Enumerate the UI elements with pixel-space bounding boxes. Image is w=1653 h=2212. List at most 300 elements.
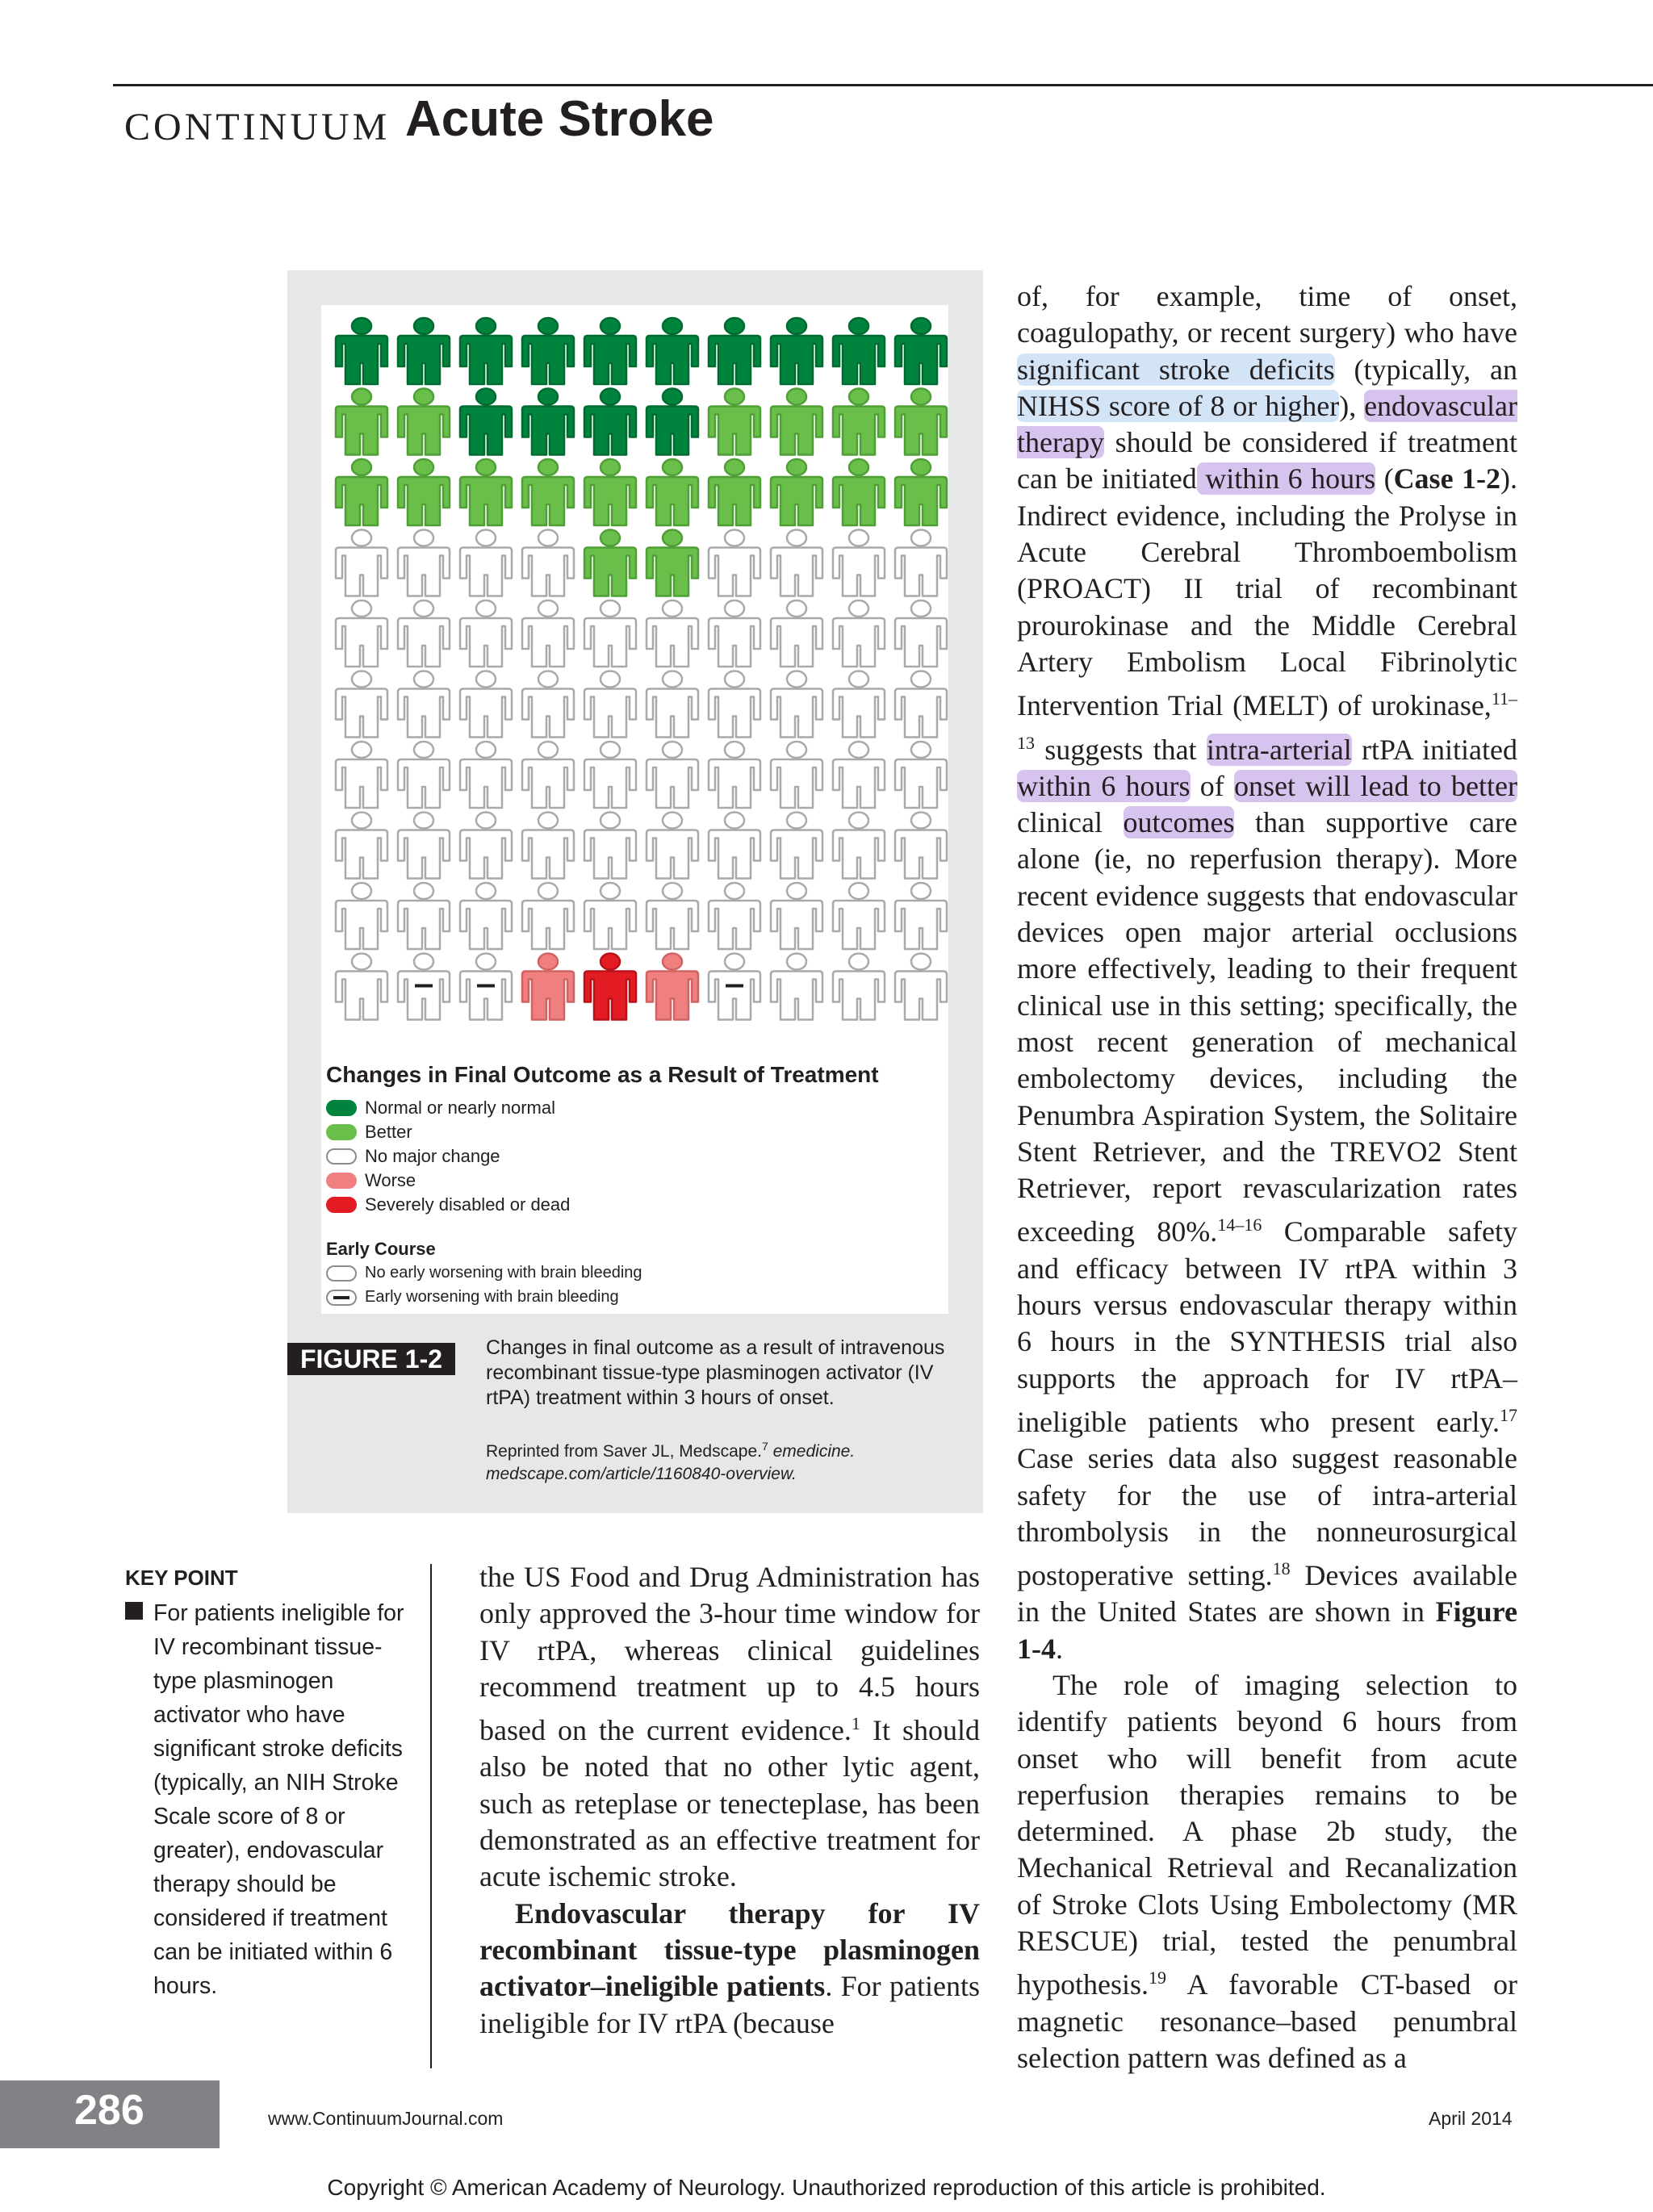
person-icon-none — [709, 883, 760, 949]
person-icon-none — [398, 671, 450, 738]
person-icon-none — [522, 742, 574, 808]
person-icon-normal — [522, 389, 574, 455]
icon-head — [352, 742, 371, 758]
icon-head — [787, 813, 806, 829]
icon-head — [787, 389, 806, 405]
person-icon-none — [647, 883, 698, 949]
icon-head — [849, 742, 868, 758]
person-icon-better — [398, 459, 450, 525]
icon-body — [647, 972, 698, 1020]
person-icon-normal — [398, 318, 450, 384]
icon-body — [833, 618, 885, 667]
icon-body — [647, 618, 698, 667]
icon-head — [538, 389, 558, 405]
person-icon-none — [709, 600, 760, 667]
figure-credit: Reprinted from Saver JL, Medscape.$^7$ emedicine. medscape.com/article/1160840-overview. — [486, 1440, 856, 1483]
icon-head — [663, 954, 682, 970]
person-icon-better — [398, 389, 450, 455]
person-icon-none — [398, 813, 450, 879]
person-icon-normal — [522, 318, 574, 384]
figure-caption: Changes in final outcome as a result of intravenous recombinant tissue-type plasminogen activator (IV rtPA) treatment within 3 hours of onset. — [486, 1336, 945, 1409]
icon-head — [414, 459, 433, 475]
icon-body — [460, 336, 512, 384]
footer-date: April 2014 — [1429, 2108, 1513, 2129]
legend-item-severe — [326, 1194, 570, 1215]
icon-body — [771, 972, 822, 1020]
person-icon-none — [336, 671, 387, 738]
person-icon-none — [584, 813, 636, 879]
person-icon-none — [709, 813, 760, 879]
icon-body — [895, 689, 947, 738]
person-icon-none — [647, 671, 698, 738]
person-icon-normal — [460, 389, 512, 455]
icon-body — [709, 618, 760, 667]
person-icon-normal — [460, 318, 512, 384]
icon-body — [647, 548, 698, 596]
highlight: significant stroke deficits — [1017, 353, 1335, 386]
icon-head — [911, 318, 931, 334]
person-icon-none — [336, 530, 387, 596]
icon-body — [398, 548, 450, 596]
person-icon-none — [771, 883, 822, 949]
person-icon-none — [522, 530, 574, 596]
legend-item-no-change — [326, 1146, 500, 1167]
person-icon-normal — [647, 389, 698, 455]
person-icon-none — [460, 883, 512, 949]
icon-body — [771, 901, 822, 949]
icon-head — [911, 742, 931, 758]
icon-head — [538, 530, 558, 546]
person-icon-better — [336, 389, 387, 455]
person-icon-none — [336, 600, 387, 667]
person-icon-worse — [647, 954, 698, 1020]
icon-body — [895, 548, 947, 596]
icon-head — [787, 459, 806, 475]
person-icon-none — [647, 813, 698, 879]
icon-body — [833, 972, 885, 1020]
bleeding-dash-icon — [726, 985, 743, 988]
icon-body — [895, 830, 947, 879]
early-item-no-bleeding — [326, 1264, 642, 1282]
icon-body — [709, 689, 760, 738]
icon-head — [849, 600, 868, 617]
icon-head — [352, 530, 371, 546]
icon-body — [336, 336, 387, 384]
legend-item-worse — [326, 1170, 416, 1191]
person-icon-none — [833, 671, 885, 738]
legend-label: Worse — [365, 1170, 416, 1190]
icon-head — [787, 883, 806, 899]
icon-body — [460, 477, 512, 525]
bleeding-dash-icon — [415, 985, 433, 988]
icon-body — [398, 477, 450, 525]
icon-body — [398, 759, 450, 808]
icon-body — [522, 759, 574, 808]
person-icon-none — [398, 742, 450, 808]
person-icon-none — [833, 813, 885, 879]
person-icon-none — [584, 742, 636, 808]
case-link[interactable]: Case 1-2 — [1393, 462, 1500, 496]
icon-body — [584, 477, 636, 525]
person-icon-none — [833, 530, 885, 596]
paragraph: Endovascular therapy for IV recombinant tissue-type plasminogen activator–ineligible patients. For patients ineligible for IV rtPA (because — [479, 1896, 980, 2039]
icon-head — [352, 671, 371, 688]
icon-head — [725, 883, 744, 899]
icon-body — [647, 407, 698, 455]
icon-head — [538, 742, 558, 758]
icon-head — [414, 318, 433, 334]
person-icon-none — [771, 813, 822, 879]
person-icon-none — [895, 600, 947, 667]
person-icon-better — [895, 389, 947, 455]
icon-body — [833, 336, 885, 384]
icon-head — [725, 742, 744, 758]
icon-head — [911, 813, 931, 829]
footer-url[interactable]: www.ContinuumJournal.com — [268, 2108, 504, 2129]
icon-head — [787, 671, 806, 688]
person-icon-none — [460, 742, 512, 808]
icon-body — [460, 618, 512, 667]
icon-head — [414, 530, 433, 546]
icon-body — [460, 689, 512, 738]
person-icon-none — [522, 600, 574, 667]
icon-body — [771, 407, 822, 455]
icon-head — [601, 389, 620, 405]
icon-body — [584, 618, 636, 667]
person-icon-none — [460, 813, 512, 879]
legend-item-better — [326, 1122, 412, 1143]
icon-body — [647, 901, 698, 949]
paragraph: the US Food and Drug Administration has only approved the 3-hour time window for IV rtPA, whereas clinical guidelines recommend treatment up to 4.5 hours based on the current evidence.$^1$ It should also be noted that no other lytic agent, such as reteplase or tenecteplase, has been demonstrated as an effective treatment for acute ischemic stroke. — [479, 1561, 980, 1893]
icon-head — [849, 671, 868, 688]
paragraph: of, for example, time of onset, coagulopathy, or recent surgery) who have significant stroke deficits (typically, an NIHSS score of 8 or higher), endovascular therapy should be considered if treatment can be initiated within 6 hours (Case 1-2). Indirect evidence, including the Prolyse in Acute Cerebral Thromboembolism (PROACT) II trial of recombinant prourokinase and the Middle Cerebral Artery Embolism Local Fibrinolytic Intervention Trial (MELT) of urokinase,$^{11-13}$ suggests that intra-arterial rtPA initiated within 6 hours of onset will lead to better clinical outcomes than supportive care alone (ie, no reperfusion therapy). More recent evidence suggests that endovascular devices open major arterial occlusions more effectively, leading to their frequent clinical use in this setting; specifically, the most recent generation of mechanical embolectomy devices, including the Penumbra Aspiration System, the Solitaire Stent Retriever, and the TREVO2 Stent Retriever, report revascularization rates exceeding 80%.$^{14-16}$ Comparable safety and efficacy between IV rtPA within 3 hours versus endovascular therapy within 6 hours in the SYNTHESIS trial also supports the approach for IV rtPA–ineligible patients who present early.$^{17}$ Case series data also suggest reasonable safety for the use of intra-arterial thrombolysis in the nonneurosurgical postoperative setting.$^{18}$ Devices available in the United States are shown in Figure 1-4. — [1017, 280, 1518, 1665]
legend-label: Severely disabled or dead — [365, 1194, 571, 1215]
icon-head — [787, 530, 806, 546]
person-icon-better — [709, 459, 760, 525]
icon-head — [725, 813, 744, 829]
icon-head — [663, 389, 682, 405]
person-icon-none — [647, 742, 698, 808]
icon-body — [336, 830, 387, 879]
icon-head — [911, 883, 931, 899]
icon-head — [601, 459, 620, 475]
icon-head — [476, 459, 496, 475]
person-icon-none — [398, 530, 450, 596]
icon-head — [538, 318, 558, 334]
highlight: intra-arterial — [1206, 733, 1352, 766]
icon-head — [352, 318, 371, 334]
highlight: within 6 hours — [1196, 462, 1376, 496]
bleeding-dash-icon — [477, 985, 495, 988]
icon-body — [522, 336, 574, 384]
icon-body — [647, 477, 698, 525]
header-rule — [113, 84, 1653, 86]
person-icon-none — [398, 883, 450, 949]
icon-body — [709, 901, 760, 949]
icon-head — [725, 530, 744, 546]
person-icon-none — [336, 742, 387, 808]
icon-head — [787, 600, 806, 617]
icon-body — [833, 759, 885, 808]
person-icon-none — [584, 883, 636, 949]
icon-head — [911, 459, 931, 475]
person-icon-none — [895, 530, 947, 596]
icon-head — [476, 389, 496, 405]
icon-body — [336, 972, 387, 1020]
person-icon-none — [398, 954, 450, 1020]
icon-body — [460, 901, 512, 949]
icon-head — [725, 954, 744, 970]
icon-body — [336, 477, 387, 525]
person-icon-better — [833, 459, 885, 525]
icon-body — [336, 407, 387, 455]
person-icon-better — [647, 459, 698, 525]
person-icon-none — [336, 813, 387, 879]
legend-item-normal — [326, 1098, 555, 1119]
icon-head — [352, 389, 371, 405]
person-icon-better — [584, 530, 636, 596]
icon-body — [522, 689, 574, 738]
early-swatch-bleeding — [326, 1290, 357, 1306]
person-icon-none — [833, 742, 885, 808]
icon-head — [476, 883, 496, 899]
icon-head — [787, 742, 806, 758]
legend-label: Better — [365, 1122, 412, 1142]
icon-body — [709, 759, 760, 808]
icon-body — [584, 336, 636, 384]
icon-body — [584, 830, 636, 879]
icon-head — [352, 954, 371, 970]
highlight: endovascular therapy — [1017, 389, 1517, 459]
icon-head — [911, 671, 931, 688]
icon-body — [709, 336, 760, 384]
icon-body — [398, 689, 450, 738]
icon-body — [522, 407, 574, 455]
icon-body — [771, 759, 822, 808]
icon-head — [725, 459, 744, 475]
icon-body — [522, 477, 574, 525]
person-icon-better — [771, 459, 822, 525]
person-icon-none — [460, 954, 512, 1020]
icon-body — [336, 618, 387, 667]
icon-body — [895, 972, 947, 1020]
person-icon-normal — [771, 318, 822, 384]
icon-head — [538, 671, 558, 688]
icon-body — [833, 689, 885, 738]
icon-head — [911, 530, 931, 546]
icon-head — [352, 600, 371, 617]
icon-body — [709, 407, 760, 455]
paragraph: The role of imaging selection to identify patients beyond 6 hours from onset who will benefit from acute reperfusion therapies remains to be determined. A phase 2b study, the Mechanical Retrieval and Recanalization of Stroke Clots Using Embolectomy (MR RESCUE) trial, tested the penumbral hypothesis.$^{19}$ A favorable CT-based or magnetic resonance–based penumbral selection pattern was defined as a — [1017, 1668, 1517, 2074]
person-icon-none — [771, 530, 822, 596]
person-icon-better — [336, 459, 387, 525]
person-icon-none — [833, 883, 885, 949]
icon-head — [414, 813, 433, 829]
legend-swatch-severe — [326, 1197, 357, 1213]
outcome-icon-grid — [329, 312, 951, 1022]
icon-head — [601, 600, 620, 617]
figure-label: FIGURE 1-2 — [287, 1343, 455, 1375]
person-icon-none — [336, 954, 387, 1020]
person-icon-none — [771, 671, 822, 738]
icon-body — [771, 477, 822, 525]
icon-body — [833, 407, 885, 455]
person-icon-none — [522, 883, 574, 949]
legend-swatch-no-change — [326, 1148, 357, 1165]
person-icon-none — [895, 883, 947, 949]
person-icon-normal — [336, 318, 387, 384]
icon-body — [522, 548, 574, 596]
icon-body — [771, 830, 822, 879]
person-icon-none — [833, 600, 885, 667]
early-item-bleeding — [326, 1288, 619, 1307]
icon-body — [336, 548, 387, 596]
icon-body — [460, 759, 512, 808]
icon-body — [771, 618, 822, 667]
figure-legend-title: Changes in Final Outcome as a Result of Treatment — [326, 1062, 879, 1087]
icon-head — [849, 954, 868, 970]
highlight: outcomes — [1123, 806, 1235, 839]
icon-body — [398, 972, 450, 1020]
right-column-text — [1017, 278, 1517, 2076]
icon-head — [849, 813, 868, 829]
early-course-title: Early Course — [326, 1239, 436, 1259]
icon-body — [460, 548, 512, 596]
person-icon-normal — [584, 389, 636, 455]
icon-body — [584, 972, 636, 1020]
icon-body — [895, 901, 947, 949]
icon-body — [522, 618, 574, 667]
person-icon-none — [460, 671, 512, 738]
early-swatch-no-bleeding — [326, 1265, 357, 1282]
icon-head — [601, 813, 620, 829]
icon-head — [663, 742, 682, 758]
person-icon-none — [895, 813, 947, 879]
icon-body — [771, 689, 822, 738]
person-icon-worse — [522, 954, 574, 1020]
icon-body — [584, 901, 636, 949]
person-icon-better — [833, 389, 885, 455]
icon-body — [522, 972, 574, 1020]
icon-body — [709, 477, 760, 525]
icon-body — [895, 759, 947, 808]
icon-head — [849, 459, 868, 475]
icon-head — [601, 671, 620, 688]
person-icon-better — [647, 530, 698, 596]
icon-head — [476, 318, 496, 334]
icon-body — [895, 336, 947, 384]
icon-head — [663, 883, 682, 899]
person-icon-none — [709, 954, 760, 1020]
person-icon-normal — [709, 318, 760, 384]
icon-body — [833, 901, 885, 949]
icon-head — [663, 530, 682, 546]
icon-head — [538, 600, 558, 617]
person-icon-none — [709, 742, 760, 808]
icon-head — [849, 389, 868, 405]
icon-body — [647, 336, 698, 384]
legend-swatch-normal — [326, 1100, 357, 1116]
key-point-divider — [430, 1564, 432, 2068]
person-icon-none — [771, 954, 822, 1020]
icon-head — [601, 318, 620, 334]
person-icon-better — [522, 459, 574, 525]
legend-swatch-better — [326, 1124, 357, 1140]
icon-body — [460, 407, 512, 455]
icon-body — [398, 407, 450, 455]
icon-head — [414, 954, 433, 970]
person-icon-better — [771, 389, 822, 455]
icon-head — [414, 671, 433, 688]
person-icon-none — [771, 742, 822, 808]
figure-link[interactable]: Figure 1-4 — [1017, 1595, 1517, 1665]
icon-head — [352, 813, 371, 829]
icon-body — [709, 972, 760, 1020]
person-icon-none — [398, 600, 450, 667]
person-icon-better — [709, 389, 760, 455]
person-icon-better — [584, 459, 636, 525]
icon-head — [725, 600, 744, 617]
icon-head — [476, 954, 496, 970]
icon-body — [336, 689, 387, 738]
center-column-text — [479, 1559, 980, 2042]
icon-body — [522, 901, 574, 949]
page-number: 286 — [74, 2087, 144, 2134]
icon-head — [352, 883, 371, 899]
section-title: Acute Stroke — [405, 91, 714, 147]
icon-body — [584, 689, 636, 738]
icon-head — [663, 671, 682, 688]
journal-name: CONTINUUM — [124, 106, 391, 148]
person-icon-none — [895, 954, 947, 1020]
early-label: No early worsening with brain bleeding — [365, 1264, 642, 1282]
person-icon-normal — [584, 318, 636, 384]
icon-body — [895, 407, 947, 455]
highlight: NIHSS score of 8 or higher — [1017, 389, 1340, 422]
icon-body — [709, 548, 760, 596]
icon-body — [833, 548, 885, 596]
person-icon-none — [895, 742, 947, 808]
legend-label: No major change — [365, 1146, 500, 1166]
icon-head — [538, 459, 558, 475]
icon-head — [414, 883, 433, 899]
subheading: Endovascular therapy for IV recombinant tissue-type plasminogen activator–ineligible patients — [479, 1896, 980, 2003]
icon-head — [414, 600, 433, 617]
icon-head — [849, 530, 868, 546]
icon-head — [476, 600, 496, 617]
icon-body — [398, 336, 450, 384]
icon-body — [771, 548, 822, 596]
icon-body — [833, 830, 885, 879]
icon-head — [476, 530, 496, 546]
icon-head — [538, 813, 558, 829]
person-icon-none — [647, 600, 698, 667]
key-point-bullet-icon — [125, 1602, 143, 1620]
icon-head — [725, 671, 744, 688]
person-icon-none — [522, 671, 574, 738]
icon-head — [476, 671, 496, 688]
icon-head — [538, 954, 558, 970]
icon-head — [414, 389, 433, 405]
icon-body — [647, 759, 698, 808]
icon-head — [849, 318, 868, 334]
icon-body — [460, 972, 512, 1020]
person-icon-none — [336, 883, 387, 949]
person-icon-none — [709, 671, 760, 738]
highlight: onset will lead to better — [1234, 769, 1517, 802]
icon-head — [663, 318, 682, 334]
icon-body — [584, 548, 636, 596]
